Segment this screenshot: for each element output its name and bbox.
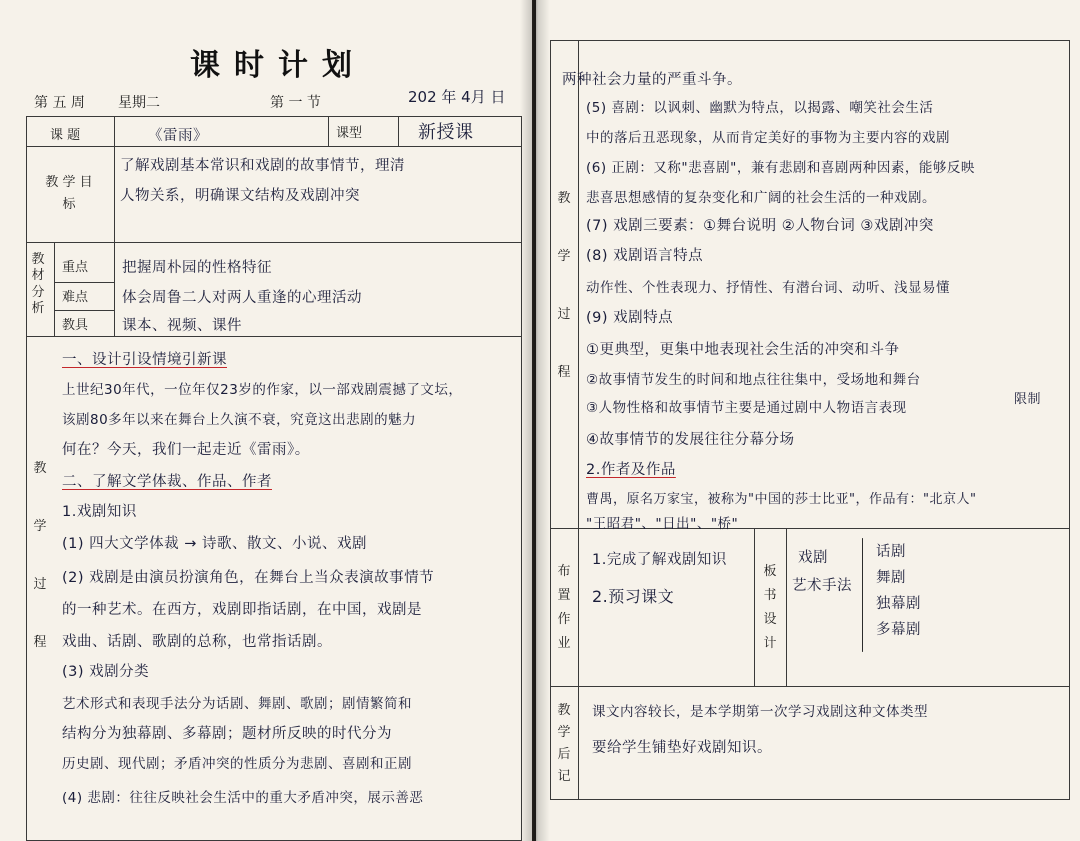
board-col-b-item: 话剧 — [876, 544, 906, 560]
objectives-line-1: 了解戏剧基本常识和戏剧的故事情节，理清 — [120, 158, 405, 174]
week-label: 第 五 周 — [34, 95, 85, 111]
weekday-label: 星期二 — [118, 95, 160, 111]
process-line: ③人物性格和故事情节主要是通过剧中人物语言表现 — [586, 400, 907, 416]
homework-line: 1.完成了解戏剧知识 — [592, 552, 727, 568]
board-col-b-item: 多幕剧 — [876, 622, 921, 638]
page-title: 课时计划 — [190, 48, 366, 83]
process-line: 两种社会力量的严重斗争。 — [562, 72, 742, 88]
process-line: 何在？今天，我们一起走近《雷雨》。 — [62, 442, 310, 458]
objectives-label: 教 学 目 标 — [45, 175, 93, 212]
process-line: (8) 戏剧语言特点 — [586, 248, 704, 264]
process-line: (2) 戏剧是由演员扮演角色，在舞台上当众表演故事情节 — [62, 570, 435, 586]
board-label: 板 书 设 计 — [763, 564, 777, 651]
key-point-label: 重点 — [62, 260, 89, 275]
aids-label: 教具 — [62, 318, 89, 333]
board-bracket — [862, 538, 863, 652]
board-col-b-item: 舞剧 — [876, 570, 906, 586]
difficulty-label: 难点 — [62, 290, 89, 305]
lesson-type-label: 课型 — [336, 126, 363, 141]
process-line: 2.作者及作品 — [586, 462, 676, 478]
process-line: ①更典型，更集中地表现社会生活的冲突和斗争 — [586, 342, 900, 358]
materials-label: 教材分析 — [31, 252, 45, 316]
objectives-line-2: 人物关系，明确课文结构及戏剧冲突 — [120, 188, 360, 204]
process-line: 该剧80多年以来在舞台上久演不衰，究竟这出悲剧的魅力 — [62, 412, 417, 428]
lesson-type-value: 新授课 — [418, 122, 474, 143]
process-line: (5) 喜剧：以讽刺、幽默为特点，以揭露、嘲笑社会生活 — [586, 100, 934, 116]
process-line: 历史剧、现代剧；矛盾冲突的性质分为悲剧、喜剧和正剧 — [62, 756, 412, 772]
process-line: 二、了解文学体裁、作品、作者 — [62, 474, 272, 490]
process-line: (3) 戏剧分类 — [62, 664, 150, 680]
process-line: (6) 正剧：又称"悲喜剧"，兼有悲剧和喜剧两种因素，能够反映 — [586, 160, 975, 176]
topic-value: 《雷雨》 — [148, 128, 208, 144]
period-label: 第 一 节 — [270, 95, 321, 111]
key-point-value: 把握周朴园的性格特征 — [122, 260, 272, 276]
process-line: 动作性、个性表现力、抒情性、有潜台词、动听、浅显易懂 — [586, 280, 950, 296]
difficulty-value: 体会周鲁二人对两人重逢的心理活动 — [122, 290, 362, 306]
process-line: 艺术形式和表现手法分为话剧、舞剧、歌剧；剧情繁简和 — [62, 696, 412, 712]
right-page — [536, 0, 1080, 841]
reflection-label: 教 学 后 记 — [557, 703, 571, 784]
process-label: 教 学 过 程 — [33, 461, 47, 650]
board-col-b-item: 独幕剧 — [876, 596, 921, 612]
process-line: 戏曲、话剧、歌剧的总称，也常指话剧。 — [62, 634, 332, 650]
board-col-a-item: 戏剧 — [798, 550, 828, 566]
process-line: ④故事情节的发展往往分幕分场 — [586, 432, 795, 448]
process-line: 悲喜思想感情的复杂变化和广阔的社会生活的一种戏剧。 — [586, 190, 936, 206]
homework-label: 布 置 作 业 — [557, 564, 571, 651]
process-line: (7) 戏剧三要素：①舞台说明 ②人物台词 ③戏剧冲突 — [586, 218, 934, 234]
process-line: 的一种艺术。在西方，戏剧即指话剧，在中国，戏剧是 — [62, 602, 422, 618]
process-line: (1) 四大文学体裁 → 诗歌、散文、小说、戏剧 — [62, 536, 368, 552]
process-line: (9) 戏剧特点 — [586, 310, 674, 326]
reflection-line: 课文内容较长，是本学期第一次学习戏剧这种文体类型 — [592, 704, 928, 720]
process-line: 一、设计引设情境引新课 — [62, 352, 227, 368]
process-line: ②故事情节发生的时间和地点往往集中，受场地和舞台 — [586, 372, 921, 388]
homework-line: 2.预习课文 — [592, 587, 675, 606]
process-line: 上世纪30年代，一位年仅23岁的作家，以一部戏剧震撼了文坛， — [62, 382, 463, 398]
date-text: 202 年 4月 日 — [408, 88, 506, 106]
process-side-note: 限制 — [1014, 392, 1042, 407]
board-col-a-item: 艺术手法 — [792, 578, 852, 594]
process-line: 1.戏剧知识 — [62, 504, 137, 520]
reflection-line: 要给学生铺垫好戏剧知识。 — [592, 740, 772, 756]
process-line: 中的落后丑恶现象，从而肯定美好的事物为主要内容的戏剧 — [586, 130, 950, 146]
left-page — [0, 0, 532, 841]
process-line: (4) 悲剧：往往反映社会生活中的重大矛盾冲突，展示善恶 — [62, 790, 424, 806]
process-line: "王昭君"、"日出"、"桥" — [586, 516, 739, 532]
aids-value: 课本、视频、课件 — [122, 318, 242, 334]
process-line: 曹禺，原名万家宝，被称为"中国的莎士比亚"，作品有："北京人" — [586, 492, 977, 507]
process-label-continued: 教 学 过 程 — [557, 191, 571, 380]
process-line: 结构分为独幕剧、多幕剧；题材所反映的时代分为 — [62, 726, 392, 742]
topic-label: 课 题 — [50, 128, 81, 143]
